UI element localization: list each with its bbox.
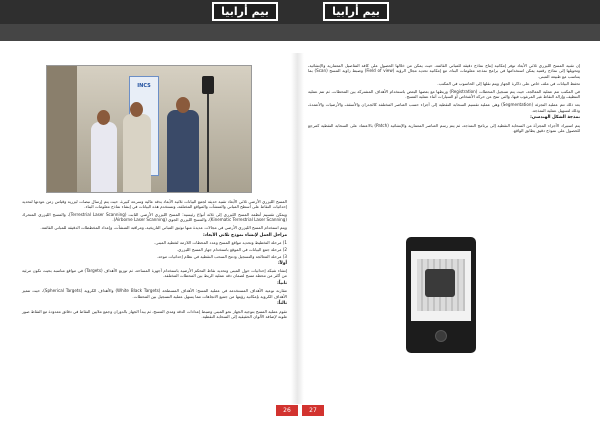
- section-heading: أولاً:: [277, 260, 287, 266]
- left-page: [18, 53, 291, 404]
- paragraph: إنشاء شبكة إحداثيات حول المبنى وتحديد نقاط التحكم الأرضية باستخدام أجهزة المساحة، ثم توزيع الأهداف (Targets) في مواقع مناسبة بحيث تكون مرئية من أكثر من محطة مسح لضمان دقة عملية الربط بين المحطات المختلفة.: [22, 267, 287, 279]
- paragraph: تقوم عملية المسح بتوجيه الجهاز نحو المبنى وضبط إعدادات الدقة ومدى المسح، ثم يبدأ الجهاز بالدوران وجمع ملايين النقاط في دقائق معدودة مع التقاط صور ملونة لإضافة الألوان الحقيقية إلى السحابة النقطية.: [21, 308, 287, 320]
- paragraph: إن تقنية المسح الليزري ثلاثي الأبعاد توفر إمكانية إنتاج نماذج دقيقة للمباني القائمة، حيث يمكن من خلالها الحصول على كافة التفاصيل المعمارية والإنشائية، وتحويلها إلى نماذج رقمية يمكن استخدامها في برامج نمذجة معلومات البناء، مع إمكانية تحديد مجال الرؤية (Field of view) وضبط زاوية المسح (Scan) بما يتناسب مع طبيعة المبنى.: [308, 63, 580, 79]
- banner-logo: INCS: [137, 83, 151, 89]
- paragraph: يتم استيراد الأجزاء المجزأة من السحابة النقطية إلى برنامج النمذجة، ثم يتم رسم العناصر المعمارية والإنشائية (Patch) بالاعتماد على السحابة النقطية كمرجع للحصول على نموذج دقيق يطابق الواقع.: [308, 122, 580, 133]
- person-2-head: [130, 102, 143, 117]
- paragraph: ويمكن تقسيم أنظمة المسح الليزري إلى ثلاثة أنواع رئيسية: المسح الليزري الأرضي الثابت (Terrestrial Laser Scanning)، والمسح الليزري المتحرك (Kinematic Terrestrial Laser Scanning)، والمسح الليزري الجوي (Airborne Laser Scanning).: [22, 212, 287, 223]
- paragraph: ويتم استخدام المسح الليزري الأرضي في مجالات عديدة منها توثيق المباني التاريخية، ومراقبة المنشآت، وإعداد المخططات الدقيقة للمباني القائمة.: [40, 225, 287, 231]
- left-article-text: [22, 199, 287, 322]
- shelf: [47, 66, 77, 193]
- paragraph: تحفظ البيانات في ملف خاص على ذاكرة الجهاز ويتم نقلها إلى الحاسوب في المكتب.: [437, 81, 580, 87]
- scanner-screen-photo: [406, 237, 476, 353]
- page-number-right[interactable]: 27: [302, 405, 324, 416]
- paragraph: في المكتب تتم عملية المعالجة، حيث يتم تسجيل المحطات (Registration) وربطها مع بعضها البعض باستخدام الأهداف المشتركة بين المحطات، ثم تتم عملية التنظيف وإزالة النقاط غير المرغوب فيها، والتي تنتج عن حركة الأشخاص أو السيارات أثناء عملية المسح.: [308, 89, 580, 100]
- device-button: [435, 330, 447, 342]
- scan-preview-object: [425, 269, 455, 297]
- top-banner: [0, 0, 600, 41]
- paragraph: المسح الليزري الأرضي ثلاثي الأبعاد تقنية حديثة لجمع البيانات ثلاثية الأبعاد بدقة عالية وسرعة كبيرة، حيث يتم إرسال نبضات ليزرية وقياس زمن عودتها لتحديد إحداثيات النقاط على أسطح المباني والمنشآت والمواقع المختلفة، وتستخدم هذه البيانات في إنشاء نماذج معلومات البناء.: [22, 199, 287, 210]
- person-2: [123, 114, 151, 192]
- laser-scanner: [202, 76, 214, 94]
- logo-text-left: بيم أرابيا: [214, 4, 276, 19]
- section-heading: مراحل العمل لإنشاء نموذج ثلاثي الأبعاد:: [202, 232, 287, 238]
- paragraph: مقارنة نوعية الأهداف المستخدمة في عملية المسح: الأهداف المسطحة (White Black Targets) والأهداف الكروية (Spherical Targets)، حيث تتميز الأهداف الكروية بإمكانية رؤيتها من جميع الاتجاهات مما يسهل عملية التسجيل بين المحطات.: [22, 288, 287, 299]
- scanner-display: [411, 251, 471, 321]
- steps-list: [22, 240, 287, 259]
- publisher-logo-right[interactable]: [323, 2, 389, 21]
- list-item: 3) مرحلة المعالجة والتسجيل ودمج السحب النقطية في نظام إحداثيات موحد.: [156, 253, 287, 259]
- logo-text-right: بيم أرابيا: [325, 4, 387, 19]
- right-article-text: [308, 63, 580, 136]
- section-heading: ثانياً:: [277, 281, 287, 287]
- section-heading: ثالثاً:: [277, 301, 287, 307]
- publisher-logo-left[interactable]: [212, 2, 278, 21]
- list-item: 2) مرحلة جمع البيانات في الموقع باستخدام جهاز المسح الليزري.: [176, 247, 287, 253]
- person-1: [91, 122, 117, 192]
- scanner-tripod: [207, 94, 209, 193]
- page-number-left[interactable]: 26: [276, 405, 298, 416]
- top-banner-band: [0, 24, 600, 41]
- person-1-head: [97, 110, 110, 125]
- list-item: 1) مرحلة التخطيط وتحديد مواقع المسح وعدد المحطات اللازمة لتغطية المبنى.: [154, 240, 287, 246]
- team-photo: [46, 65, 252, 193]
- right-page: [304, 53, 584, 404]
- paragraph: بعد ذلك تتم عملية التجزئة (Segmentation) وهي عملية تقسيم السحابة النقطية إلى أجزاء حسب العناصر المختلفة كالجدران والأسقف والأرضيات والأعمدة، وذلك لتسهيل عملية النمذجة.: [308, 102, 580, 113]
- person-3-head: [176, 97, 190, 113]
- section-heading: نمذجة الشكل الهندسي:: [530, 115, 580, 121]
- page-gutter: [291, 53, 304, 404]
- person-3: [167, 110, 199, 192]
